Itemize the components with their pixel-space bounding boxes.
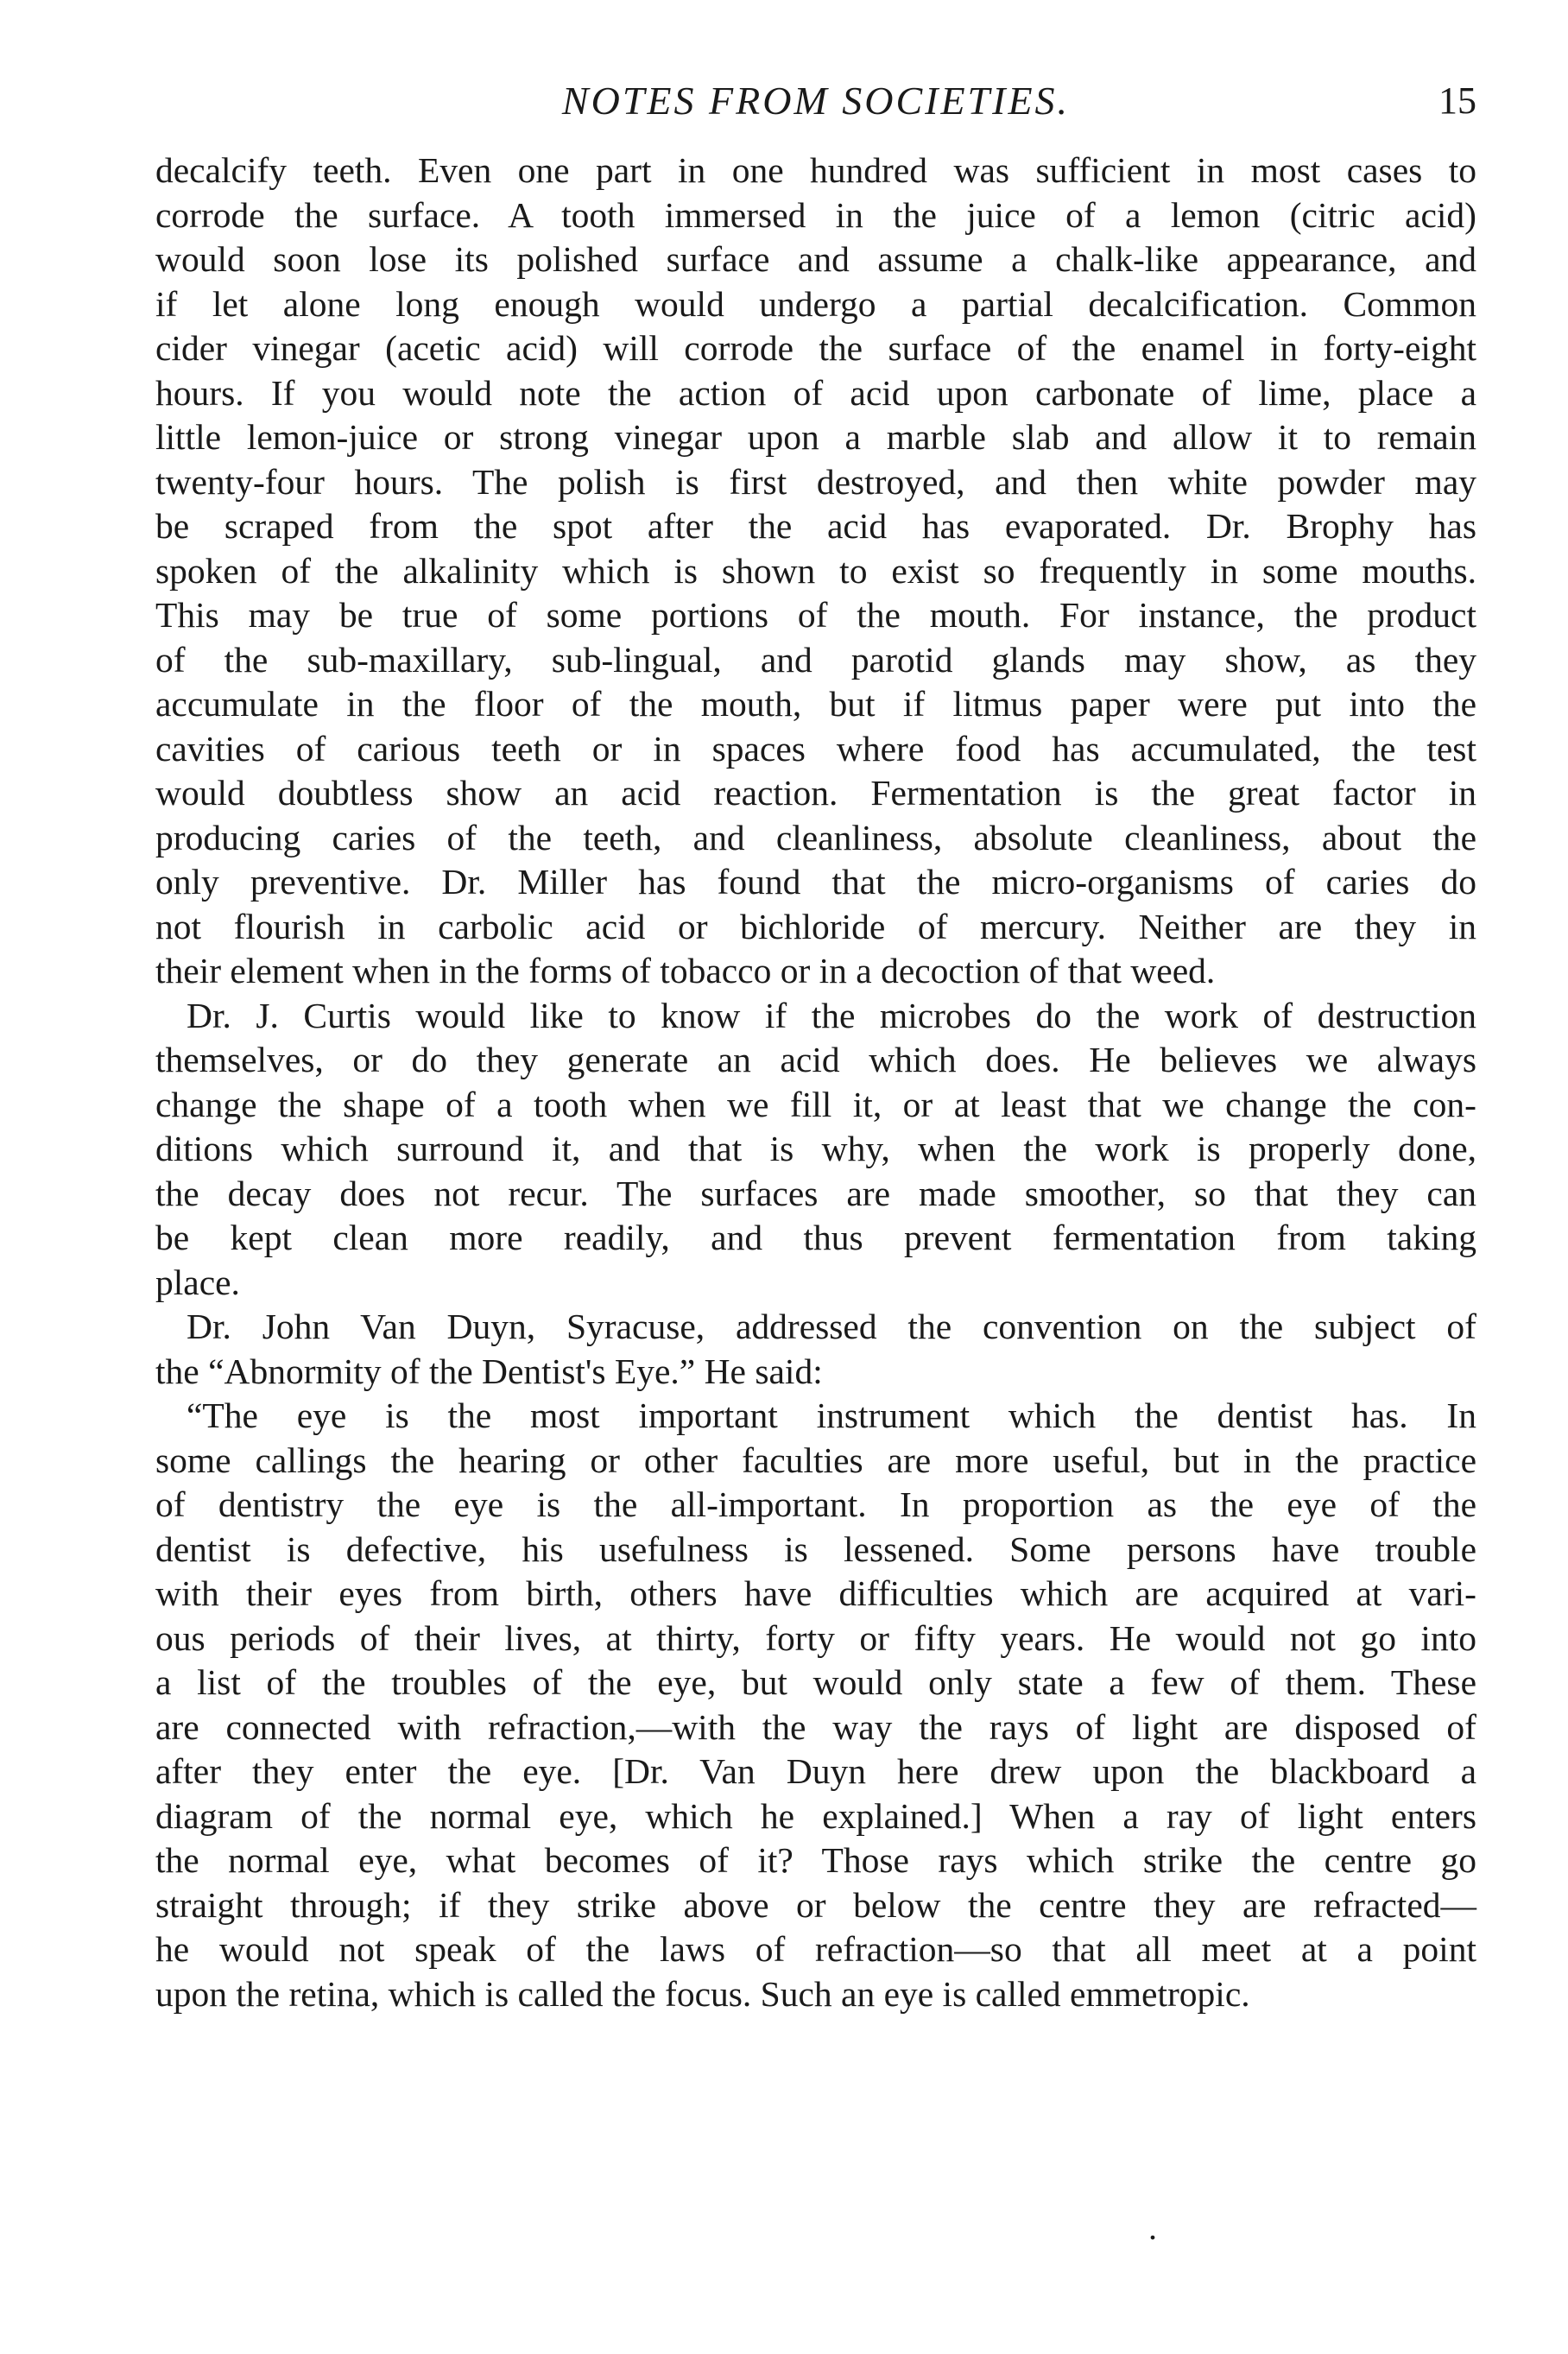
text-line: accumulate in the floor of the mouth, but if litmus paper were put into the <box>155 684 1476 724</box>
text-line: change the shape of a tooth when we fill it, or at least that we change the con- <box>155 1084 1476 1124</box>
running-head: NOTES FROM SOCIETIES. <box>561 79 1071 123</box>
text-line: cavities of carious teeth or in spaces where food has accumulated, the test <box>155 728 1476 769</box>
text-line: some callings the hearing or other faculties are more useful, but in the practice <box>155 1440 1476 1480</box>
text-line: he would not speak of the laws of refraction—so that all meet at a point <box>155 1929 1476 1969</box>
text-line: hours. If you would note the action of acid upon carbonate of lime, place a <box>155 372 1476 413</box>
text-line: the decay does not recur. The surfaces are made smoother, so that they can <box>155 1173 1476 1213</box>
text-line: little lemon-juice or strong vinegar upon a marble slab and allow it to remain <box>155 417 1476 457</box>
text-line: their element when in the forms of tobacco or in a decoction of that weed. <box>155 951 1216 990</box>
text-line: would doubtless show an acid reaction. Fermentation is the great factor in <box>155 773 1476 813</box>
body-text <box>155 149 1476 2016</box>
paragraph <box>155 994 1476 1306</box>
text-line: diagram of the normal eye, which he explained.] When a ray of light enters <box>155 1795 1476 1836</box>
text-line: “The eye is the most important instrument which the dentist has. In <box>187 1395 1476 1435</box>
text-line: producing caries of the teeth, and cleanliness, absolute cleanliness, about the <box>155 817 1476 857</box>
text-line: the normal eye, what becomes of it? Those rays which strike the centre go <box>155 1840 1476 1880</box>
text-line: ous periods of their lives, at thirty, forty or fifty years. He would not go into <box>155 1617 1476 1658</box>
text-line: a list of the troubles of the eye, but would only state a few of them. These <box>155 1662 1476 1702</box>
text-line: not flourish in carbolic acid or bichloride of mercury. Neither are they in <box>155 906 1476 946</box>
text-line: the “Abnormity of the Dentist's Eye.” He said: <box>155 1351 823 1391</box>
footer-mark: . <box>1148 2208 1157 2247</box>
text-line: would soon lose its polished surface and assume a chalk-like appearance, and <box>155 239 1476 279</box>
text-line: place. <box>155 1262 240 1302</box>
text-line: decalcify teeth. Even one part in one hundred was sufficient in most cases to <box>155 150 1476 190</box>
text-line: with their eyes from birth, others have difficulties which are acquired at vari- <box>155 1573 1476 1613</box>
paragraph <box>155 1305 1476 1394</box>
page-header <box>155 71 1476 131</box>
text-line: Dr. J. Curtis would like to know if the microbes do the work of destruction <box>187 995 1476 1035</box>
text-line: Dr. John Van Duyn, Syracuse, addressed the convention on the subject of <box>187 1307 1476 1346</box>
text-line: only preventive. Dr. Miller has found that the micro-organisms of caries do <box>155 862 1476 902</box>
text-line: ditions which surround it, and that is why, when the work is properly done, <box>155 1129 1476 1168</box>
paragraph <box>155 1394 1476 2016</box>
text-line: dentist is defective, his usefulness is lessened. Some persons have trouble <box>155 1528 1476 1569</box>
paragraph <box>155 149 1476 994</box>
text-line: This may be true of some portions of the mouth. For instance, the product <box>155 595 1476 635</box>
text-line: spoken of the alkalinity which is shown to exist so frequently in some mouths. <box>155 550 1476 591</box>
text-line: straight through; if they strike above or below the centre they are refracted— <box>155 1884 1476 1925</box>
text-line: upon the retina, which is called the focus. Such an eye is called emmetropic. <box>155 1973 1250 2014</box>
text-line: themselves, or do they generate an acid which does. He believes we always <box>155 1040 1476 1079</box>
text-line: be scraped from the spot after the acid has evaporated. Dr. Brophy has <box>155 506 1476 546</box>
text-line: be kept clean more readily, and thus prevent fermentation from taking <box>155 1218 1476 1257</box>
text-line: if let alone long enough would undergo a partial decalcification. Common <box>155 283 1476 324</box>
text-line: corrode the surface. A tooth immersed in the juice of a lemon (citric acid) <box>155 194 1476 235</box>
text-line: cider vinegar (acetic acid) will corrode the surface of the enamel in forty-eight <box>155 328 1476 368</box>
text-line: of dentistry the eye is the all-important. In proportion as the eye of the <box>155 1484 1476 1524</box>
text-line: are connected with refraction,—with the way the rays of light are disposed of <box>155 1706 1476 1747</box>
text-line: after they enter the eye. [Dr. Van Duyn here drew upon the blackboard a <box>155 1751 1476 1791</box>
text-line: twenty-four hours. The polish is first destroyed, and then white powder may <box>155 461 1476 502</box>
page-number: 15 <box>1438 79 1476 122</box>
text-line: of the sub-maxillary, sub-lingual, and parotid glands may show, as they <box>155 639 1476 680</box>
